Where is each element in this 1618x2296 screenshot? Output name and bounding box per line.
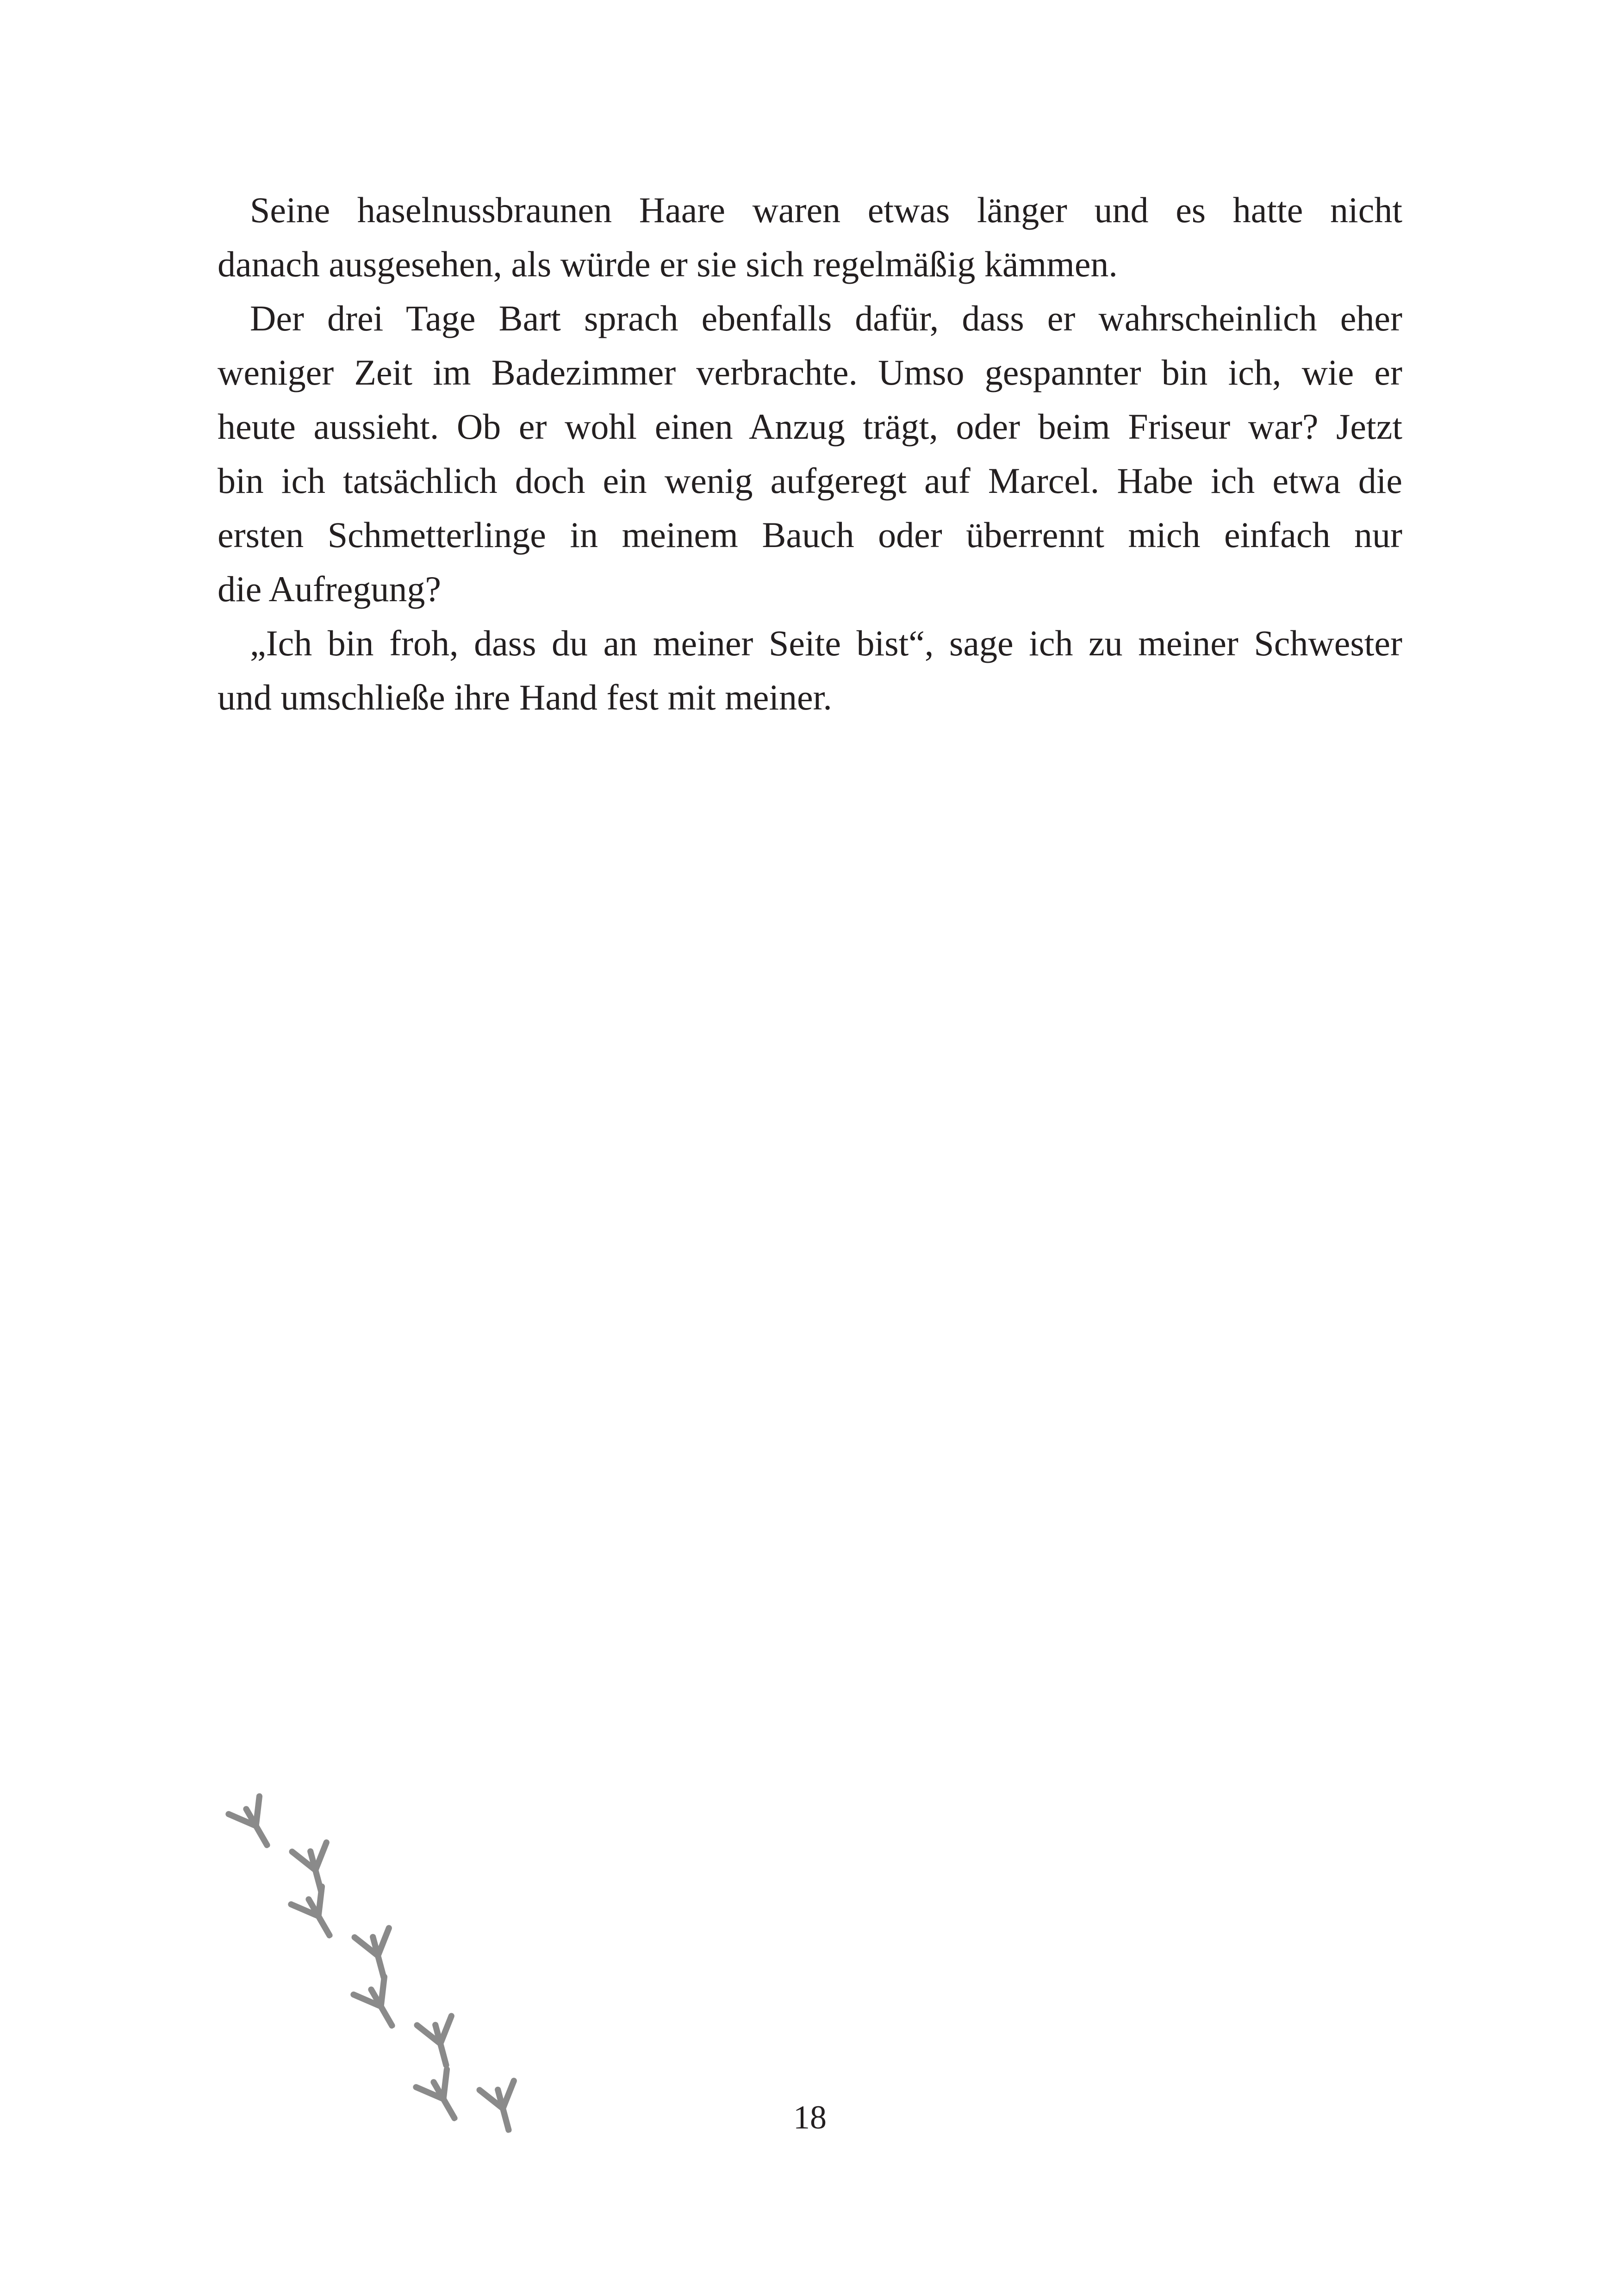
page-number: 18: [793, 2099, 827, 2136]
bird-footprint-icon: [404, 2059, 480, 2134]
text-line: ersten Schmetterlinge in meinem Bauch oder überrennt mich einfach nur: [218, 515, 1402, 555]
body-text: [218, 183, 1402, 724]
text-line: danach ausgesehen, als würde er sie sich regelmäßig kämmen.: [218, 244, 1118, 284]
bird-footprint-icon: [406, 2007, 474, 2075]
text-line: weniger Zeit im Badezimmer verbrachte. Umso gespannter bin ich, wie er: [218, 352, 1402, 392]
text-line: Seine haselnussbraunen Haare waren etwas länger und es hatte nicht: [250, 190, 1402, 230]
bird-footprint-icon: [342, 1966, 417, 2042]
bird-tracks-decoration: [222, 1796, 546, 2143]
text-line: die Aufregung?: [218, 569, 442, 609]
text-line: „Ich bin froh, dass du an meiner Seite bist“, sage ich zu meiner Schwester: [250, 623, 1402, 663]
text-line: Der drei Tage Bart sprach ebenfalls dafür, dass er wahrscheinlich eher: [250, 298, 1402, 338]
text-line: bin ich tatsächlich doch ein wenig aufgeregt auf Marcel. Habe ich etwa die: [218, 460, 1402, 501]
text-line: und umschließe ihre Hand fest mit meiner.: [218, 677, 832, 717]
bird-footprint-icon: [468, 2072, 536, 2140]
text-line: heute aussieht. Ob er wohl einen Anzug trägt, oder beim Friseur war? Jetzt: [218, 406, 1402, 447]
